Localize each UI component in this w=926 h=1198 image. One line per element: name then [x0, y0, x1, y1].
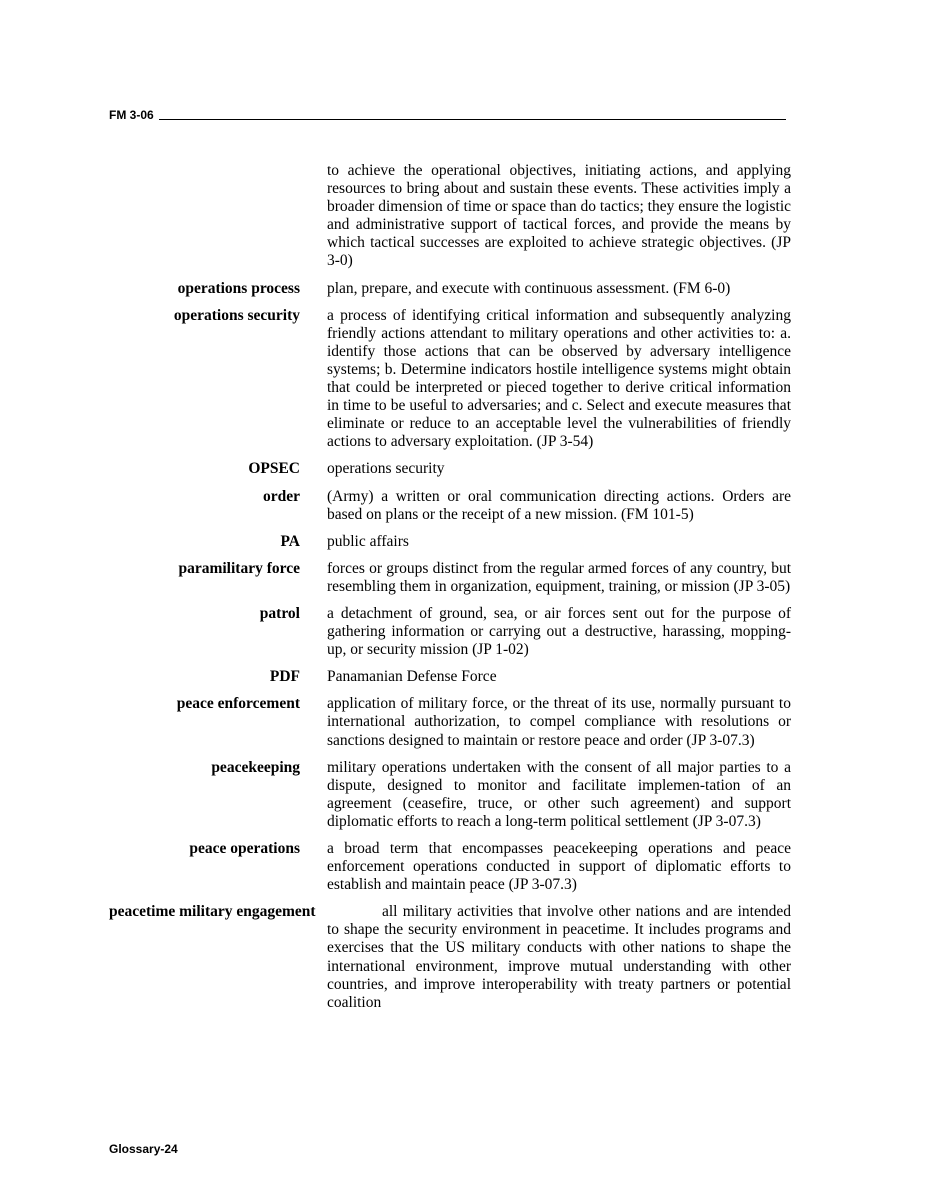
glossary-entry-order [109, 488, 791, 524]
glossary-entry-operations-security [109, 307, 791, 452]
glossary-term: PA [280, 532, 300, 550]
glossary-definition: military operations undertaken with the consent of all major parties to a dispute, designed to monitor and facilitate implemen-tation of an agreement (ceasefire, truce, or other such agreement) and support diplomatic efforts to reach a long-term political settlement (JP 3-07.3) [327, 758, 791, 830]
glossary-definition: a process of identifying critical information and subsequently analyzing friendly actions attendant to military operations and other activities to: a. identify those actions that can be observed by adversary intelligence systems; b. Determine indicators hostile intelligence systems might obtain that could be interpreted or pieced together to derive critical information in time to be useful to adversaries; and c. Select and execute measures that eliminate or reduce to an acceptable level the vulnerabilities of friendly actions to adversary exploitation. (JP 3-54) [327, 306, 791, 451]
glossary-entry-patrol [109, 605, 791, 659]
glossary-entry-peacetime-military-engagement [109, 903, 791, 1012]
glossary-term: order [262, 487, 300, 505]
glossary-term: PDF [269, 668, 300, 686]
glossary-term: paramilitary force [178, 559, 300, 577]
glossary-term: peacetime military engagement [109, 903, 316, 921]
glossary-definition: public affairs [327, 532, 409, 550]
glossary-term: operations security [173, 306, 300, 324]
glossary-entry-operations-process [109, 280, 791, 298]
glossary-entries [109, 162, 791, 1021]
glossary-definition: a detachment of ground, sea, or air forces sent out for the purpose of gathering information or carrying out a destructive, harassing, mopping-up, or security mission (JP 1-02) [327, 604, 791, 659]
glossary-entry-pdf [109, 668, 791, 686]
glossary-definition: application of military force, or the threat of its use, normally pursuant to international authorization, to compel compliance with resolutions or sanctions designed to maintain or restore peace and order (JP 3-07.3) [327, 695, 791, 749]
glossary-term: OPSEC [248, 460, 300, 478]
glossary-entry-paramilitary-force [109, 560, 791, 596]
page-footer: Glossary-24 [109, 1142, 178, 1156]
glossary-entry-peace-enforcement [109, 695, 791, 749]
page-header [109, 108, 786, 122]
glossary-definition: all military activities that involve other nations and are intended to shape the security environment in peacetime. It includes programs and exercises that the US military conducts with other nations to shape the international environment, improve mutual understanding with other countries, and improve interoperability with treaty partners or potential coalition [327, 903, 791, 1011]
glossary-term: peace enforcement [176, 695, 300, 713]
glossary-entry-peace-operations [109, 840, 791, 894]
glossary-entry-opsec [109, 460, 791, 478]
glossary-definition: Panamanian Defense Force [327, 668, 497, 686]
glossary-entry-peacekeeping [109, 759, 791, 831]
glossary-definition: a broad term that encompasses peacekeeping operations and peace enforcement operations conducted in support of diplomatic efforts to establish and maintain peace (JP 3-07.3) [327, 840, 791, 894]
glossary-entry-pa [109, 533, 791, 551]
header-label: FM 3-06 [109, 108, 154, 122]
glossary-term: peacekeeping [211, 758, 300, 776]
continuation-text: to achieve the operational objectives, initiating actions, and applying resources to bring about and sustain these events. These activities imply a broader dimension of time or space than do tactics; they ensure the logistic and administrative support of tactical forces, and provide the means by which tactical successes are exploited to achieve strategic objectives. (JP 3-0) [327, 162, 792, 270]
glossary-term: patrol [259, 604, 300, 622]
continuation-entry [109, 162, 791, 271]
glossary-term: operations process [177, 279, 300, 297]
glossary-definition: plan, prepare, and execute with continuous assessment. (FM 6-0) [327, 279, 731, 297]
header-rule [159, 118, 786, 120]
glossary-definition: forces or groups distinct from the regular armed forces of any country, but resembling them in organization, equipment, training, or mission (JP 3-05) [327, 559, 791, 595]
glossary-definition: (Army) a written or oral communication directing actions. Orders are based on plans or the receipt of a new mission. (FM 101-5) [327, 487, 791, 523]
glossary-definition: operations security [327, 460, 445, 478]
glossary-term: peace operations [189, 840, 300, 857]
